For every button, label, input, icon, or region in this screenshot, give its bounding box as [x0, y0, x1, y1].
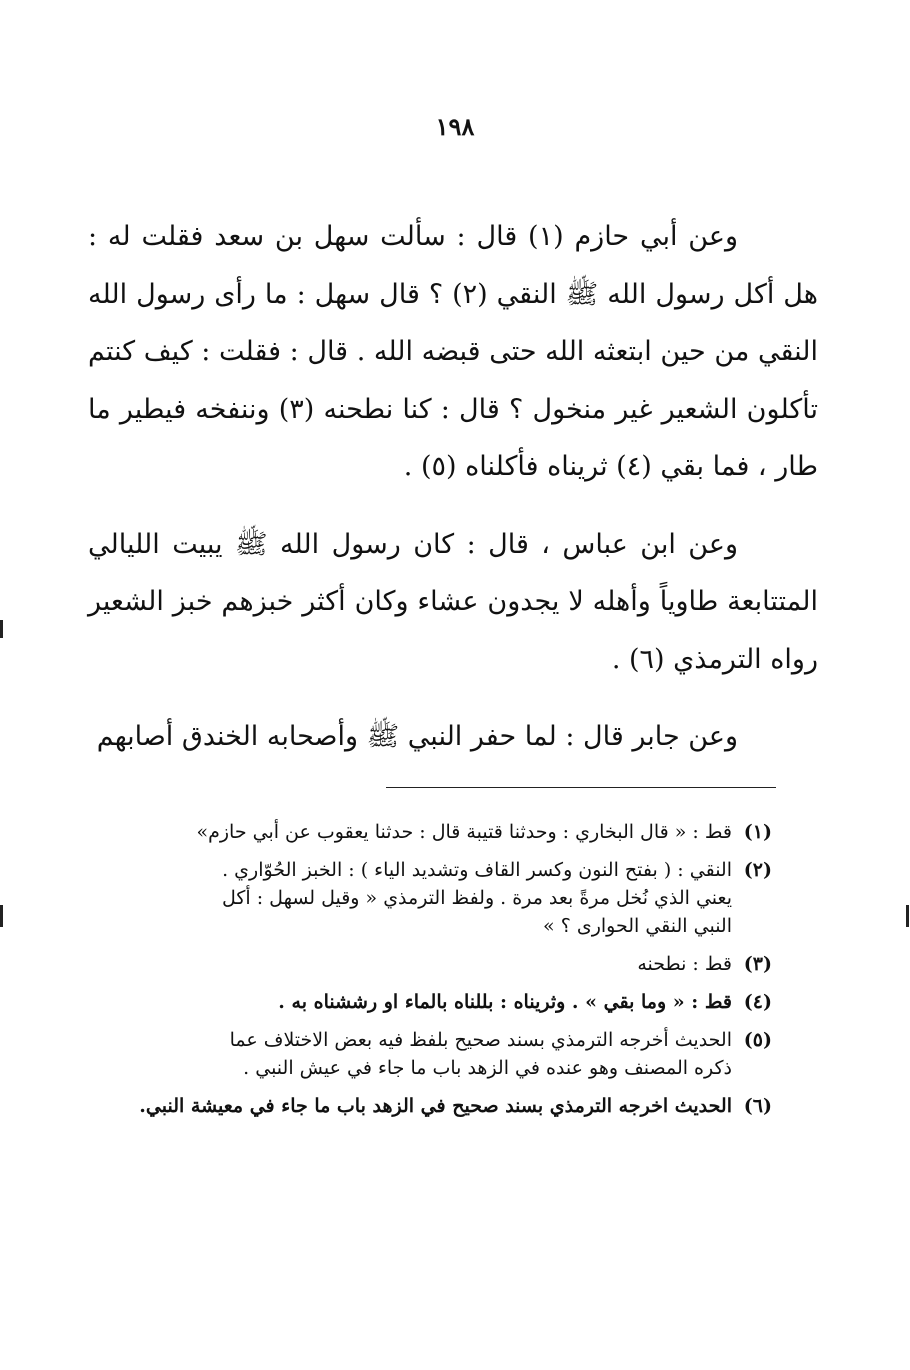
footnote-text — [80, 1092, 732, 1120]
paragraph: وعن أبي حازم (١) قال : سألت سهل بن سعد فقلت له : هل أكل رسول الله ﷺ النقي (٢) ؟ قال سهل : ما رأى رسول الله النقي من حين ابتعثه الله حتى قبضه الله . قال : فقلت : كيف كنتم تأكلون الشعير غير منخول ؟ قال : كنا نطحنه (٣) وننفخه فيطير ما طار ، فما بقي (٤) ثريناه فأكلناه (٥) . — [88, 221, 818, 482]
page-number: ١٩٨ — [435, 112, 475, 141]
footnote-line: النقي : ( بفتح النون وكسر القاف وتشديد الياء ) : الخبز الحُوّاري . — [222, 859, 732, 881]
footnote-text — [80, 818, 732, 846]
footnote — [80, 818, 772, 846]
footnote-line: قط : « قال البخاري : وحدثنا قتيبة قال : حدثنا يعقوب عن أبي حازم» — [196, 821, 732, 843]
footnote-number: (٣) — [743, 953, 772, 975]
scan-edge-mark — [0, 620, 3, 638]
footnote-text — [80, 950, 732, 978]
footnote-line: يعني الذي نُخل مرةً بعد مرة . ولفظ الترمذي « وقيل لسهل : أكل — [221, 887, 732, 909]
footnote-line: قط : نطحنه — [637, 953, 732, 975]
scan-edge-mark — [906, 905, 909, 927]
footnote-number: (٤) — [743, 991, 772, 1013]
paragraph: وعن ابن عباس ، قال : كان رسول الله ﷺ يبيت الليالي المتتابعة طاوياً وأهله لا يجدون عشاء وكان أكثر خبزهم خبز الشعير رواه الترمذي (٦) . — [88, 528, 818, 675]
footnote-number: (١) — [743, 821, 772, 843]
paragraph: وعن جابر قال : لما حفر النبي ﷺ وأصحابه الخندق أصابهم — [96, 721, 738, 752]
footnote-line: ذكره المصنف وهو عنده في الزهد باب ما جاء في عيش النبي . — [243, 1057, 732, 1079]
footnote — [80, 1026, 772, 1082]
footnote-text — [80, 856, 732, 940]
footnote-separator — [386, 787, 776, 788]
main-text — [88, 208, 818, 766]
footnote-number: (٢) — [743, 859, 772, 881]
footnotes — [80, 818, 772, 1130]
footnote-number: (٦) — [743, 1095, 772, 1117]
footnote-line: الحديث أخرجه الترمذي بسند صحيح بلفظ فيه بعض الاختلاف عما — [229, 1029, 732, 1051]
footnote-line: النبي النقي الحوارى ؟ » — [543, 915, 732, 937]
footnote-text — [80, 988, 732, 1016]
scan-edge-mark — [0, 905, 3, 927]
footnote-number: (٥) — [743, 1029, 772, 1051]
footnote — [80, 856, 772, 940]
footnote-line: الحديث اخرجه الترمذي بسند صحيح في الزهد باب ما جاء في معيشة النبي. — [139, 1095, 732, 1117]
footnote-text — [80, 1026, 732, 1082]
footnote — [80, 950, 772, 978]
footnote — [80, 988, 772, 1016]
footnote-line: قط : « وما بقي » . وثريناه : بللناه بالماء او رششناه به . — [278, 991, 732, 1013]
footnote — [80, 1092, 772, 1120]
